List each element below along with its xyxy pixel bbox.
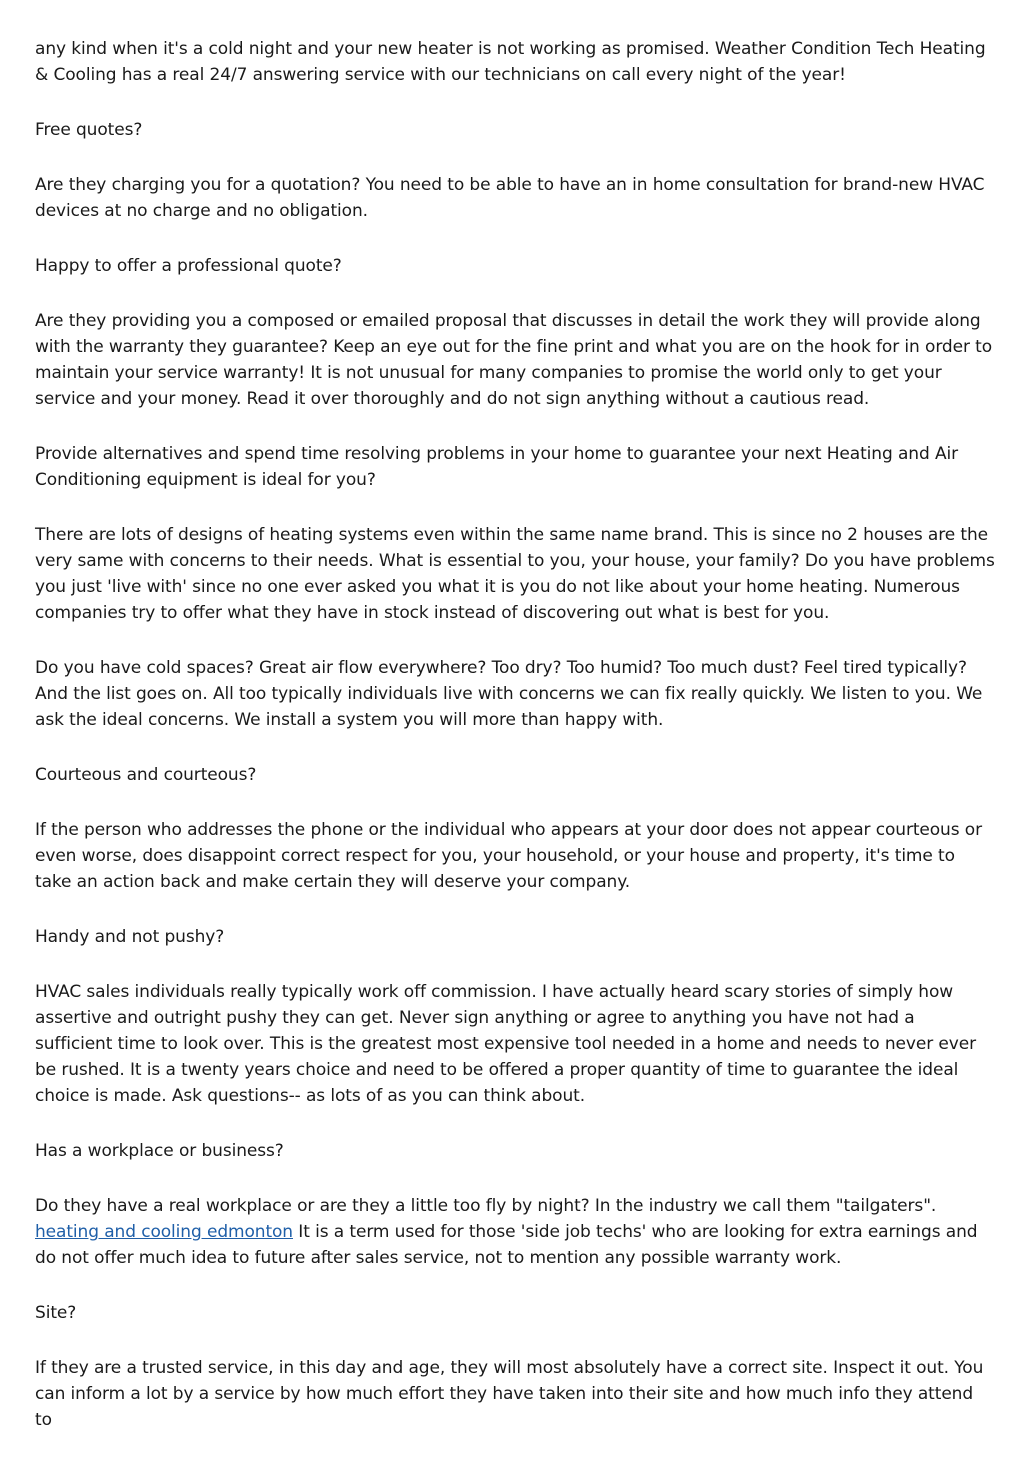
paragraph-heating-designs: There are lots of designs of heating systems even within the same name brand. This is since no 2 houses are the very same with concerns to their needs. What is essential to you, your house, your family? Do you have problems you just 'live with' since no one ever asked you what it is you do not like about your home heating. Numerous companies try to offer what they have in stock instead of discovering out what is best for you. bbox=[35, 525, 995, 623]
heading-provide-alternatives: Provide alternatives and spend time resolving problems in your home to guarantee your next Heating and Air Conditioning equipment is ideal for you? bbox=[35, 444, 958, 490]
heading-site: Site? bbox=[35, 1303, 77, 1323]
heading-courteous: Courteous and courteous? bbox=[35, 765, 257, 785]
heading-handy-not-pushy: Handy and not pushy? bbox=[35, 927, 225, 947]
heating-and-cooling-edmonton-link[interactable]: heating and cooling edmonton bbox=[35, 1222, 293, 1242]
paragraph-commission: HVAC sales individuals really typically work off commission. I have actually heard scary stories of simply how assertive and outright pushy they can get. Never sign anything or agree to anything you have not had a sufficient time to look over. This is the greatest most expensive tool needed in a home and needs to never ever be rushed. It is a twenty years choice and need to be offered a proper quantity of time to guarantee the ideal choice is made. Ask questions-- as lots of as you can think about. bbox=[35, 982, 976, 1106]
paragraph-quotation: Are they charging you for a quotation? You need to be able to have an in home consultation for brand-new HVAC devices at no charge and no obligation. bbox=[35, 175, 985, 221]
paragraph-cold-spaces: Do you have cold spaces? Great air flow everywhere? Too dry? Too humid? Too much dust? Feel tired typically? And the list goes on. All too typically individuals live with concerns we can fix really quickly. We listen to you. We ask the ideal concerns. We install a system you will more than happy with. bbox=[35, 658, 983, 730]
heading-professional-quote: Happy to offer a professional quote? bbox=[35, 256, 342, 276]
document-body bbox=[35, 36, 995, 1462]
paragraph-tailgaters-text-before: Do they have a real workplace or are they a little too fly by night? In the industry we call them "tailgaters". bbox=[35, 1196, 937, 1216]
paragraph-trusted-site: If they are a trusted service, in this day and age, they will most absolutely have a correct site. Inspect it out. You can inform a lot by a service by how much effort they have taken into their site and how much info they attend to bbox=[35, 1358, 984, 1430]
paragraph-tailgaters-text-after: It is a term used for those 'side job techs' who are looking for extra earnings and do not offer much idea to future after sales service, not to mention any possible warranty work. bbox=[35, 1222, 978, 1268]
paragraph-answering-service: any kind when it's a cold night and your new heater is not working as promised. Weather Condition Tech Heating & Cooling has a real 24/7 answering service with our technicians on call every night of the year! bbox=[35, 39, 986, 85]
heading-free-quotes: Free quotes? bbox=[35, 120, 143, 140]
paragraph-tailgaters bbox=[35, 1193, 995, 1271]
paragraph-proposal: Are they providing you a composed or emailed proposal that discusses in detail the work they will provide along with the warranty they guarantee? Keep an eye out for the fine print and what you are on the hook for in order to maintain your service warranty! It is not unusual for many companies to promise the world only to get your service and your money. Read it over thoroughly and do not sign anything without a cautious read. bbox=[35, 311, 993, 409]
heading-workplace: Has a workplace or business? bbox=[35, 1141, 284, 1161]
paragraph-respect: If the person who addresses the phone or the individual who appears at your door does not appear courteous or even worse, does disappoint correct respect for you, your household, or your house and property, it's time to take an action back and make certain they will deserve your company. bbox=[35, 820, 982, 892]
